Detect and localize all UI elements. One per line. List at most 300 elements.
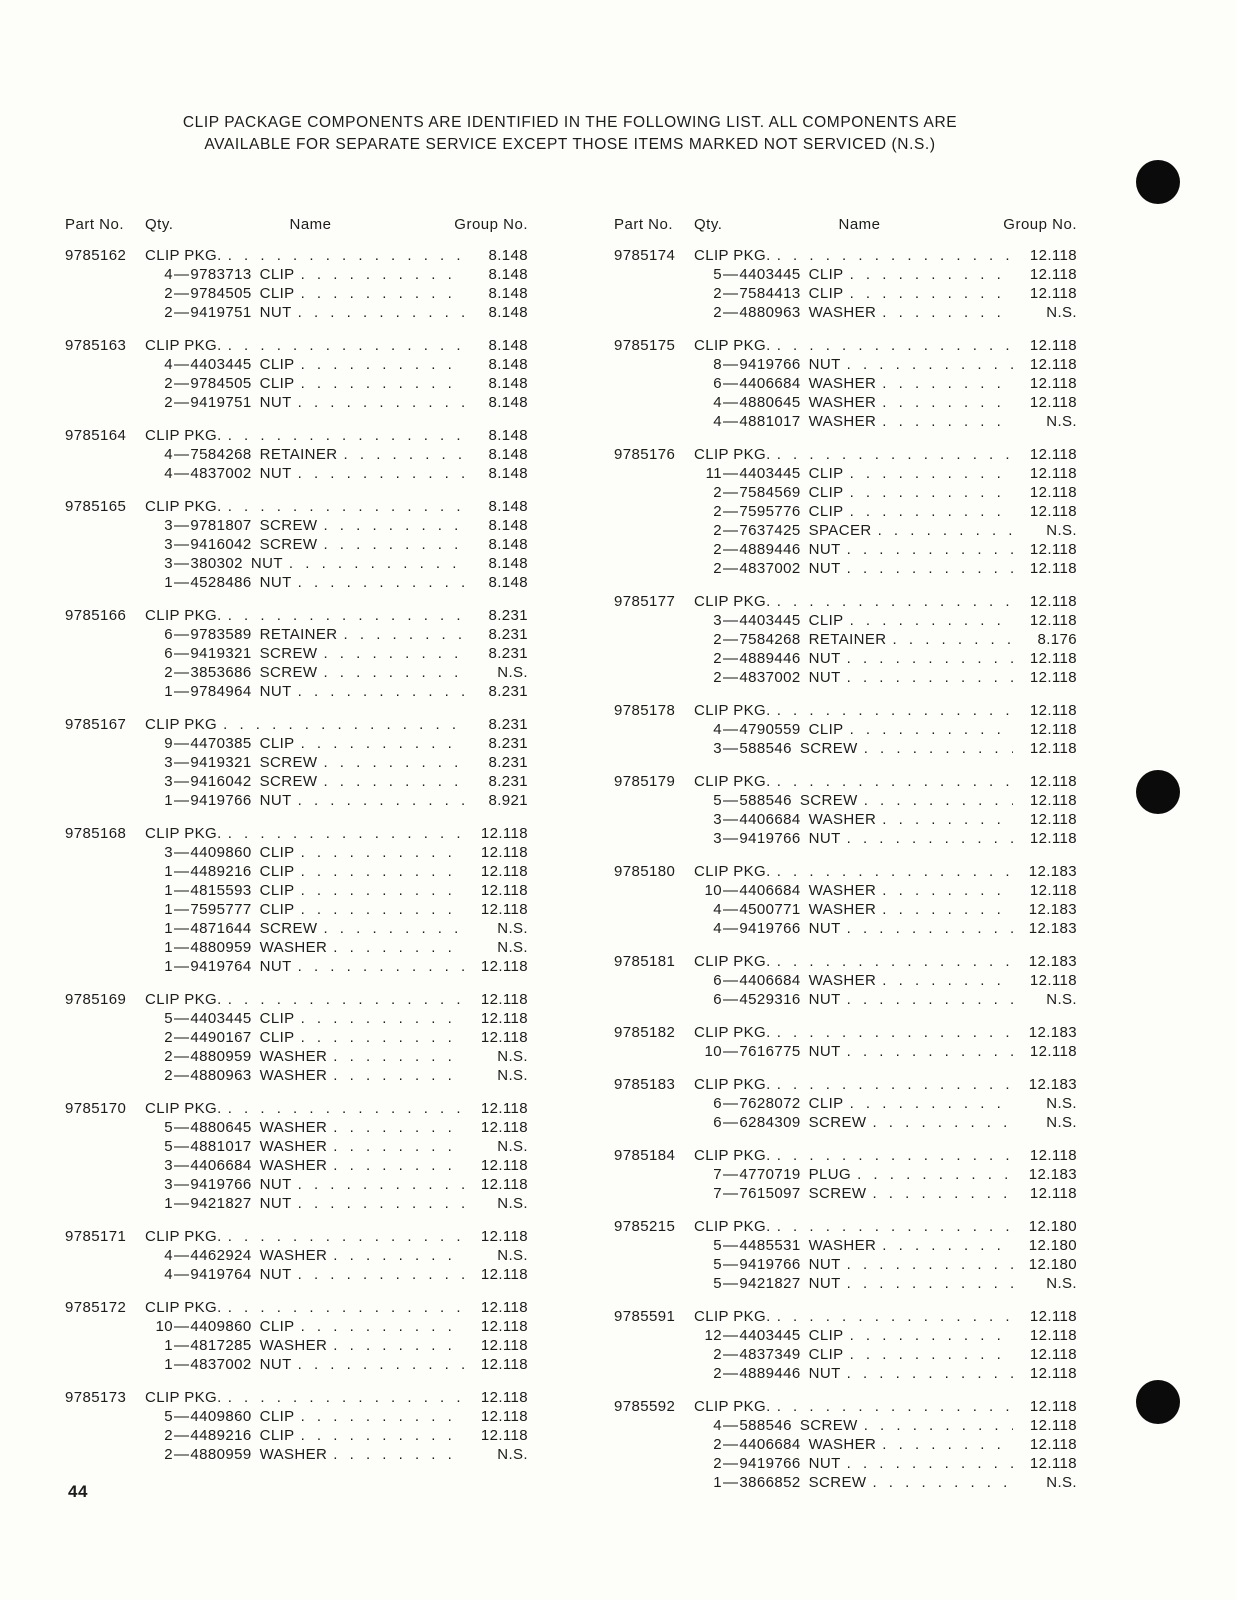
component-name: SCREW	[808, 1474, 867, 1491]
qty-dash: —	[723, 266, 739, 283]
component-qty: 1	[164, 1356, 173, 1373]
dot-leader	[298, 1265, 464, 1284]
part-entry	[614, 862, 1077, 938]
group-number: 12.118	[480, 901, 528, 918]
part-entry	[614, 952, 1077, 1009]
qty-dash: —	[723, 1346, 739, 1363]
component-qty: 1	[164, 939, 173, 956]
component-line	[65, 393, 528, 412]
group-number: 12.118	[1029, 773, 1077, 790]
group-number: 12.118	[480, 825, 528, 842]
part-number: 9785170	[65, 1100, 127, 1117]
component-qty: 1	[164, 792, 173, 809]
component-line	[65, 663, 528, 682]
component-name: NUT	[808, 830, 841, 847]
package-line	[614, 1146, 1077, 1165]
part-number: 9785179	[614, 773, 676, 790]
col-header-part-no: Part No.	[65, 216, 125, 233]
component-qty: 5	[164, 1010, 173, 1027]
component-qty: 10	[704, 882, 722, 899]
component-name: SCREW	[259, 645, 318, 662]
component-part-number: 588546	[739, 740, 792, 757]
component-qty: 3	[164, 754, 173, 771]
group-number: 12.180	[1028, 1256, 1077, 1273]
qty-dash: —	[723, 830, 739, 847]
col-header-group-no: Group No.	[1003, 216, 1077, 233]
group-number: N.S.	[497, 939, 528, 956]
component-qty: 4	[713, 413, 722, 430]
component-line	[65, 445, 528, 464]
component-part-number: 4500771	[739, 901, 801, 918]
group-number: 8.148	[488, 375, 528, 392]
part-entry	[65, 606, 528, 701]
dot-leader	[301, 881, 464, 900]
part-entry	[65, 1227, 528, 1284]
group-number: 12.118	[1029, 1308, 1077, 1325]
group-number: 8.231	[488, 716, 528, 733]
component-line	[65, 1336, 528, 1355]
qty-dash: —	[174, 1195, 190, 1212]
dot-leader	[777, 1217, 1013, 1236]
component-part-number: 7584569	[739, 484, 801, 501]
component-name: CLIP	[259, 1427, 295, 1444]
group-number: 8.148	[488, 517, 528, 534]
dot-leader	[893, 630, 1013, 649]
component-line	[65, 1118, 528, 1137]
component-name: SCREW	[799, 1417, 858, 1434]
component-part-number: 7637425	[739, 522, 801, 539]
component-part-number: 588546	[739, 792, 792, 809]
component-line	[614, 1326, 1077, 1345]
group-number: 12.118	[1029, 593, 1077, 610]
registration-dot-icon	[1136, 1380, 1180, 1424]
part-number: 9785592	[614, 1398, 676, 1415]
component-name: NUT	[808, 1043, 841, 1060]
component-name: CLIP	[808, 503, 844, 520]
component-qty: 3	[164, 773, 173, 790]
part-number: 9785164	[65, 427, 127, 444]
component-line	[65, 644, 528, 663]
component-qty: 4	[164, 1247, 173, 1264]
component-line	[614, 559, 1077, 578]
qty-dash: —	[723, 1185, 739, 1202]
package-name: CLIP PKG.	[145, 1299, 222, 1316]
component-part-number: 3853686	[190, 664, 252, 681]
qty-dash: —	[723, 792, 739, 809]
package-name: CLIP PKG.	[694, 1076, 771, 1093]
component-line	[614, 1165, 1077, 1184]
group-number: N.S.	[1046, 991, 1077, 1008]
component-part-number: 9784505	[190, 375, 252, 392]
component-name: NUT	[259, 958, 292, 975]
component-line	[65, 900, 528, 919]
component-part-number: 4406684	[739, 1436, 801, 1453]
group-number: 12.118	[1029, 792, 1077, 809]
qty-dash: —	[174, 863, 190, 880]
group-number: 12.118	[1029, 446, 1077, 463]
component-name: NUT	[808, 541, 841, 558]
component-name: CLIP	[259, 735, 295, 752]
qty-dash: —	[723, 721, 739, 738]
component-part-number: 4889446	[739, 541, 801, 558]
component-name: WASHER	[808, 972, 877, 989]
part-number: 9785172	[65, 1299, 127, 1316]
component-part-number: 4881017	[739, 413, 801, 430]
dot-leader	[289, 554, 464, 573]
component-line	[65, 1355, 528, 1374]
group-number: N.S.	[497, 920, 528, 937]
component-line	[614, 540, 1077, 559]
component-part-number: 4529316	[739, 991, 801, 1008]
col-header-group-no: Group No.	[454, 216, 528, 233]
dot-leader	[301, 1009, 464, 1028]
dot-leader	[333, 1066, 464, 1085]
component-qty: 5	[713, 266, 722, 283]
qty-dash: —	[723, 740, 739, 757]
package-name: CLIP PKG	[145, 716, 218, 733]
part-number: 9785173	[65, 1389, 127, 1406]
component-part-number: 9421827	[739, 1275, 801, 1292]
component-part-number: 4880645	[190, 1119, 252, 1136]
component-name: PLUG	[808, 1166, 852, 1183]
dot-leader	[228, 1099, 464, 1118]
component-qty: 1	[164, 958, 173, 975]
component-qty: 4	[713, 721, 722, 738]
component-qty: 4	[713, 901, 722, 918]
component-name: SCREW	[259, 536, 318, 553]
component-qty: 1	[164, 901, 173, 918]
qty-dash: —	[174, 1029, 190, 1046]
dot-leader	[323, 919, 464, 938]
component-line	[614, 1364, 1077, 1383]
part-entry	[614, 1397, 1077, 1492]
component-qty: 5	[713, 1275, 722, 1292]
part-number: 9785183	[614, 1076, 676, 1093]
dot-leader	[323, 753, 464, 772]
part-number: 9785181	[614, 953, 676, 970]
qty-dash: —	[174, 1427, 190, 1444]
group-number: 12.118	[1029, 1147, 1077, 1164]
component-part-number: 7616775	[739, 1043, 801, 1060]
group-number: 12.118	[1029, 1185, 1077, 1202]
header-line-2: AVAILABLE FOR SEPARATE SERVICE EXCEPT THOSE ITEMS MARKED NOT SERVICED (N.S.)	[204, 136, 936, 153]
dot-leader	[298, 791, 464, 810]
qty-dash: —	[174, 536, 190, 553]
component-line	[65, 1047, 528, 1066]
group-number: 8.148	[488, 337, 528, 354]
group-number: 12.118	[1029, 337, 1077, 354]
qty-dash: —	[723, 503, 739, 520]
component-line	[65, 464, 528, 483]
dot-leader	[301, 1407, 464, 1426]
dot-leader	[850, 502, 1013, 521]
qty-dash: —	[723, 1095, 739, 1112]
qty-dash: —	[174, 1446, 190, 1463]
component-line	[65, 682, 528, 701]
component-line	[614, 829, 1077, 848]
component-name: CLIP	[259, 285, 295, 302]
qty-dash: —	[174, 1318, 190, 1335]
group-number: 8.148	[488, 394, 528, 411]
dot-leader	[847, 1274, 1013, 1293]
component-line	[614, 810, 1077, 829]
qty-dash: —	[174, 1010, 190, 1027]
component-qty: 2	[713, 650, 722, 667]
component-name: NUT	[259, 465, 292, 482]
component-qty: 2	[164, 375, 173, 392]
component-part-number: 4880959	[190, 1048, 252, 1065]
component-name: CLIP	[808, 721, 844, 738]
component-part-number: 4815593	[190, 882, 252, 899]
dot-leader	[323, 772, 464, 791]
component-line	[614, 1274, 1077, 1293]
package-line	[614, 862, 1077, 881]
dot-leader	[228, 1298, 464, 1317]
component-line	[65, 734, 528, 753]
header-line-1: CLIP PACKAGE COMPONENTS ARE IDENTIFIED IN THE FOLLOWING LIST. ALL COMPONENTS ARE	[182, 114, 958, 131]
qty-dash: —	[174, 1266, 190, 1283]
dot-leader	[228, 990, 464, 1009]
component-part-number: 4403445	[190, 1010, 252, 1027]
dot-leader	[301, 284, 464, 303]
component-name: SCREW	[259, 517, 318, 534]
package-line	[614, 1023, 1077, 1042]
component-line	[65, 284, 528, 303]
dot-leader	[301, 1317, 464, 1336]
group-number: N.S.	[497, 1138, 528, 1155]
dot-leader	[228, 1227, 464, 1246]
group-number: 12.118	[1029, 1346, 1077, 1363]
package-line	[614, 1307, 1077, 1326]
dot-leader	[301, 900, 464, 919]
dot-leader	[323, 663, 464, 682]
component-part-number: 9419764	[190, 958, 252, 975]
part-number: 9785174	[614, 247, 676, 264]
group-number: 12.118	[1029, 1365, 1077, 1382]
group-number: N.S.	[497, 1067, 528, 1084]
dot-leader	[228, 824, 464, 843]
dot-leader	[301, 265, 464, 284]
component-qty: 3	[164, 1157, 173, 1174]
component-qty: 11	[705, 465, 722, 482]
component-name: WASHER	[259, 1157, 328, 1174]
page-number: 44	[68, 1482, 88, 1501]
component-part-number: 9421827	[190, 1195, 252, 1212]
component-line	[65, 1246, 528, 1265]
package-line	[614, 1397, 1077, 1416]
component-qty: 4	[164, 266, 173, 283]
part-number: 9785167	[65, 716, 127, 733]
group-number: 8.148	[488, 304, 528, 321]
dot-leader	[882, 393, 1013, 412]
component-line	[65, 573, 528, 592]
component-qty: 3	[713, 830, 722, 847]
package-line	[614, 592, 1077, 611]
component-part-number: 4403445	[739, 465, 801, 482]
group-number: 12.118	[480, 1157, 528, 1174]
component-part-number: 4871644	[190, 920, 252, 937]
component-line	[614, 1473, 1077, 1492]
group-number: 8.231	[488, 754, 528, 771]
group-number: 12.118	[1029, 465, 1077, 482]
group-number: 12.118	[1029, 560, 1077, 577]
part-entry	[614, 1075, 1077, 1132]
component-part-number: 4406684	[739, 972, 801, 989]
dot-leader	[298, 303, 464, 322]
component-qty: 5	[713, 1237, 722, 1254]
group-number: 12.118	[1029, 1398, 1077, 1415]
dot-leader	[847, 1042, 1013, 1061]
component-name: WASHER	[808, 394, 877, 411]
part-entry	[614, 1307, 1077, 1383]
part-entry	[65, 1099, 528, 1213]
qty-dash: —	[723, 1417, 739, 1434]
dot-leader	[323, 644, 464, 663]
component-qty: 1	[164, 683, 173, 700]
component-qty: 6	[164, 626, 173, 643]
dot-leader	[882, 1236, 1013, 1255]
qty-dash: —	[174, 626, 190, 643]
group-number: 12.118	[480, 1266, 528, 1283]
dot-leader	[228, 426, 464, 445]
dot-leader	[323, 535, 464, 554]
group-number: 8.148	[488, 555, 528, 572]
group-number: 12.118	[480, 991, 528, 1008]
dot-leader	[882, 374, 1013, 393]
qty-dash: —	[174, 754, 190, 771]
component-name: SCREW	[259, 664, 318, 681]
qty-dash: —	[723, 1166, 739, 1183]
qty-dash: —	[174, 1067, 190, 1084]
component-qty: 8	[713, 356, 722, 373]
qty-dash: —	[174, 958, 190, 975]
qty-dash: —	[723, 650, 739, 667]
component-line	[614, 1184, 1077, 1203]
group-number: 8.148	[488, 356, 528, 373]
group-number: 12.118	[480, 844, 528, 861]
component-qty: 2	[713, 503, 722, 520]
component-qty: 1	[164, 1195, 173, 1212]
part-number: 9785169	[65, 991, 127, 1008]
component-name: CLIP	[808, 266, 844, 283]
component-part-number: 4837349	[739, 1346, 801, 1363]
group-number: 12.118	[1029, 247, 1077, 264]
package-line	[65, 1388, 528, 1407]
qty-dash: —	[723, 394, 739, 411]
dot-leader	[301, 374, 464, 393]
component-line	[614, 791, 1077, 810]
component-line	[65, 625, 528, 644]
registration-dot-icon	[1136, 160, 1180, 204]
component-qty: 2	[164, 394, 173, 411]
dot-leader	[333, 1156, 464, 1175]
dot-leader	[864, 739, 1013, 758]
component-name: SPACER	[808, 522, 872, 539]
qty-dash: —	[174, 901, 190, 918]
component-qty: 3	[713, 740, 722, 757]
component-line	[614, 1042, 1077, 1061]
component-name: NUT	[259, 394, 292, 411]
component-name: WASHER	[808, 1436, 877, 1453]
group-number: 12.118	[1029, 882, 1077, 899]
dot-leader	[298, 957, 464, 976]
component-part-number: 9419766	[739, 920, 801, 937]
dot-leader	[847, 829, 1013, 848]
component-part-number: 9416042	[190, 536, 252, 553]
component-part-number: 4406684	[739, 882, 801, 899]
dot-leader	[301, 862, 464, 881]
part-entry	[65, 1388, 528, 1464]
component-part-number: 4470385	[190, 735, 252, 752]
component-name: NUT	[808, 1256, 841, 1273]
component-line	[614, 521, 1077, 540]
dot-leader	[777, 1397, 1013, 1416]
component-part-number: 4403445	[739, 612, 801, 629]
component-qty: 2	[713, 1365, 722, 1382]
qty-dash: —	[723, 1436, 739, 1453]
component-part-number: 4528486	[190, 574, 252, 591]
component-name: SCREW	[799, 792, 858, 809]
dot-leader	[872, 1184, 1013, 1203]
component-line	[65, 516, 528, 535]
dot-leader	[301, 734, 464, 753]
component-line	[65, 938, 528, 957]
package-line	[65, 336, 528, 355]
component-line	[65, 862, 528, 881]
qty-dash: —	[174, 285, 190, 302]
component-qty: 2	[164, 1048, 173, 1065]
group-number: 12.118	[1029, 266, 1077, 283]
package-line	[65, 1227, 528, 1246]
group-number: 12.118	[1029, 811, 1077, 828]
component-name: CLIP	[808, 612, 844, 629]
component-name: NUT	[259, 1266, 292, 1283]
qty-dash: —	[174, 645, 190, 662]
package-line	[614, 772, 1077, 791]
component-name: WASHER	[259, 1048, 328, 1065]
package-name: CLIP PKG.	[145, 607, 222, 624]
component-qty: 6	[713, 972, 722, 989]
component-qty: 5	[713, 1256, 722, 1273]
dot-leader	[872, 1473, 1013, 1492]
qty-dash: —	[723, 991, 739, 1008]
dot-leader	[777, 246, 1013, 265]
component-part-number: 9419766	[190, 792, 252, 809]
qty-dash: —	[174, 266, 190, 283]
dot-leader	[228, 336, 464, 355]
component-part-number: 7584413	[739, 285, 801, 302]
dot-leader	[228, 246, 464, 265]
part-number: 9785180	[614, 863, 676, 880]
group-number: 12.118	[1029, 1455, 1077, 1472]
dot-leader	[333, 1336, 464, 1355]
qty-dash: —	[723, 1275, 739, 1292]
component-line	[65, 1265, 528, 1284]
package-name: CLIP PKG.	[145, 1100, 222, 1117]
component-qty: 4	[164, 446, 173, 463]
component-line	[614, 464, 1077, 483]
group-number: 12.118	[480, 863, 528, 880]
component-name: WASHER	[808, 1237, 877, 1254]
component-qty: 2	[164, 1446, 173, 1463]
component-qty: 5	[164, 1138, 173, 1155]
dot-leader	[777, 336, 1013, 355]
component-part-number: 4837002	[739, 669, 801, 686]
parts-column	[65, 246, 528, 1464]
component-part-number: 4889446	[739, 650, 801, 667]
part-number: 9785215	[614, 1218, 676, 1235]
component-line	[65, 1407, 528, 1426]
